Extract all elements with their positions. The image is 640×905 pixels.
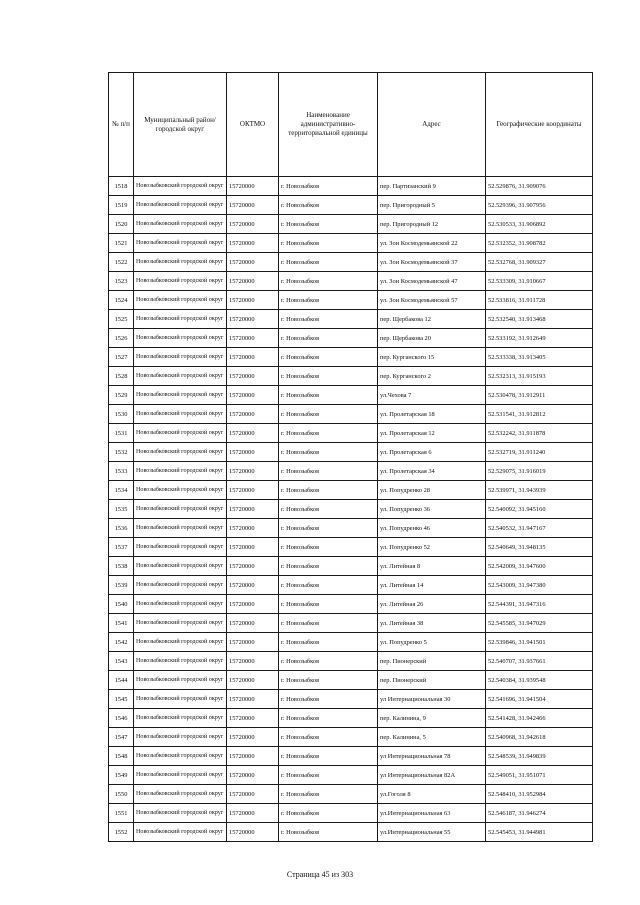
- address-cell: ул Интернациональная 78: [378, 747, 486, 766]
- table-row: [109, 690, 593, 709]
- municipality-cell: Новозыбковский городской округ: [134, 253, 227, 272]
- oktmo-cell: 15720000: [227, 481, 279, 500]
- row-number: 1529: [109, 386, 134, 405]
- admin-unit-cell: г. Новозыбков: [279, 405, 378, 424]
- header-oktmo: ОКТМО: [227, 73, 279, 177]
- row-number: 1526: [109, 329, 134, 348]
- table-row: [109, 291, 593, 310]
- row-number: 1524: [109, 291, 134, 310]
- row-number: 1528: [109, 367, 134, 386]
- admin-unit-cell: г. Новозыбков: [279, 576, 378, 595]
- coordinates-cell: 52.540532, 31.947167: [486, 519, 593, 538]
- row-number: 1540: [109, 595, 134, 614]
- oktmo-cell: 15720000: [227, 690, 279, 709]
- municipality-cell: Новозыбковский городской округ: [134, 367, 227, 386]
- oktmo-cell: 15720000: [227, 462, 279, 481]
- oktmo-cell: 15720000: [227, 576, 279, 595]
- admin-unit-cell: г. Новозыбков: [279, 785, 378, 804]
- admin-unit-cell: г. Новозыбков: [279, 690, 378, 709]
- row-number: 1527: [109, 348, 134, 367]
- table-row: [109, 234, 593, 253]
- header-admin-unit: Наименование административно-территориальной единицы: [279, 73, 378, 177]
- address-cell: ул. Попудренко 36: [378, 500, 486, 519]
- coordinates-cell: 52.545585, 31.947029: [486, 614, 593, 633]
- row-number: 1542: [109, 633, 134, 652]
- table-row: [109, 310, 593, 329]
- oktmo-cell: 15720000: [227, 177, 279, 196]
- table-row: [109, 424, 593, 443]
- municipality-cell: Новозыбковский городской округ: [134, 481, 227, 500]
- municipality-cell: Новозыбковский городской округ: [134, 614, 227, 633]
- address-cell: ул. Пролетарская 18: [378, 405, 486, 424]
- oktmo-cell: 15720000: [227, 500, 279, 519]
- oktmo-cell: 15720000: [227, 329, 279, 348]
- admin-unit-cell: г. Новозыбков: [279, 215, 378, 234]
- address-cell: ул.Чехова 7: [378, 386, 486, 405]
- row-number: 1545: [109, 690, 134, 709]
- table-row: [109, 386, 593, 405]
- header-coordinates: Географические координаты: [486, 73, 593, 177]
- oktmo-cell: 15720000: [227, 519, 279, 538]
- oktmo-cell: 15720000: [227, 405, 279, 424]
- table-row: [109, 766, 593, 785]
- oktmo-cell: 15720000: [227, 291, 279, 310]
- municipality-cell: Новозыбковский городской округ: [134, 424, 227, 443]
- coordinates-cell: 52.533816, 31.911728: [486, 291, 593, 310]
- address-cell: ул. Попудренко 5: [378, 633, 486, 652]
- oktmo-cell: 15720000: [227, 747, 279, 766]
- table-row: [109, 633, 593, 652]
- oktmo-cell: 15720000: [227, 823, 279, 842]
- coordinates-cell: 52.541696, 31.941504: [486, 690, 593, 709]
- table-row: [109, 253, 593, 272]
- municipality-cell: Новозыбковский городской округ: [134, 823, 227, 842]
- oktmo-cell: 15720000: [227, 652, 279, 671]
- municipality-cell: Новозыбковский городской округ: [134, 728, 227, 747]
- coordinates-cell: 52.532352, 31.908782: [486, 234, 593, 253]
- municipality-cell: Новозыбковский городской округ: [134, 272, 227, 291]
- row-number: 1541: [109, 614, 134, 633]
- oktmo-cell: 15720000: [227, 766, 279, 785]
- admin-unit-cell: г. Новозыбков: [279, 709, 378, 728]
- row-number: 1537: [109, 538, 134, 557]
- oktmo-cell: 15720000: [227, 595, 279, 614]
- table-row: [109, 462, 593, 481]
- admin-unit-cell: г. Новозыбков: [279, 633, 378, 652]
- address-cell: ул. Литейная 8: [378, 557, 486, 576]
- coordinates-cell: 52.540649, 31.948135: [486, 538, 593, 557]
- admin-unit-cell: г. Новозыбков: [279, 747, 378, 766]
- municipality-cell: Новозыбковский городской округ: [134, 348, 227, 367]
- municipality-cell: Новозыбковский городской округ: [134, 443, 227, 462]
- row-number: 1549: [109, 766, 134, 785]
- row-number: 1519: [109, 196, 134, 215]
- address-cell: ул.Интернациональная 55: [378, 823, 486, 842]
- table-row: [109, 519, 593, 538]
- address-cell: ул Интернациональная 82А: [378, 766, 486, 785]
- table-row: [109, 785, 593, 804]
- address-cell: пер. Партизанский 9: [378, 177, 486, 196]
- municipality-cell: Новозыбковский городской округ: [134, 405, 227, 424]
- table-row: [109, 367, 593, 386]
- coordinates-cell: 52.532768, 31.909327: [486, 253, 593, 272]
- address-cell: ул. Литейная 38: [378, 614, 486, 633]
- oktmo-cell: 15720000: [227, 367, 279, 386]
- row-number: 1543: [109, 652, 134, 671]
- oktmo-cell: 15720000: [227, 272, 279, 291]
- municipality-cell: Новозыбковский городской округ: [134, 500, 227, 519]
- coordinates-cell: 52.548410, 31.952984: [486, 785, 593, 804]
- table-header-row: [109, 73, 593, 177]
- oktmo-cell: 15720000: [227, 538, 279, 557]
- row-number: 1522: [109, 253, 134, 272]
- row-number: 1546: [109, 709, 134, 728]
- admin-unit-cell: г. Новозыбков: [279, 234, 378, 253]
- municipality-cell: Новозыбковский городской округ: [134, 557, 227, 576]
- address-cell: ул.Интернациональная 63: [378, 804, 486, 823]
- header-address: Адрес: [378, 73, 486, 177]
- admin-unit-cell: г. Новозыбков: [279, 329, 378, 348]
- table-row: [109, 177, 593, 196]
- coordinates-cell: 52.540968, 31.942618: [486, 728, 593, 747]
- address-cell: ул. Пролетарская 6: [378, 443, 486, 462]
- page-number: Страница 45 из 303: [286, 870, 354, 879]
- municipality-cell: Новозыбковский городской округ: [134, 177, 227, 196]
- admin-unit-cell: г. Новозыбков: [279, 728, 378, 747]
- oktmo-cell: 15720000: [227, 215, 279, 234]
- address-cell: ул.Гоголя 8: [378, 785, 486, 804]
- row-number: 1550: [109, 785, 134, 804]
- header-number: № п/п: [109, 73, 134, 177]
- coordinates-cell: 52.544391, 31.947316: [486, 595, 593, 614]
- admin-unit-cell: г. Новозыбков: [279, 443, 378, 462]
- admin-unit-cell: г. Новозыбков: [279, 538, 378, 557]
- row-number: 1518: [109, 177, 134, 196]
- coordinates-cell: 52.532313, 31.915193: [486, 367, 593, 386]
- table-row: [109, 538, 593, 557]
- table-row: [109, 671, 593, 690]
- oktmo-cell: 15720000: [227, 443, 279, 462]
- admin-unit-cell: г. Новозыбков: [279, 804, 378, 823]
- coordinates-cell: 52.541428, 31.942466: [486, 709, 593, 728]
- address-cell: пер. Курганского 15: [378, 348, 486, 367]
- municipality-cell: Новозыбковский городской округ: [134, 785, 227, 804]
- oktmo-cell: 15720000: [227, 386, 279, 405]
- address-cell: ул. Зои Космодемьянской 57: [378, 291, 486, 310]
- municipality-cell: Новозыбковский городской округ: [134, 234, 227, 253]
- address-cell: ул. Попудренко 46: [378, 519, 486, 538]
- oktmo-cell: 15720000: [227, 671, 279, 690]
- table-row: [109, 614, 593, 633]
- admin-unit-cell: г. Новозыбков: [279, 671, 378, 690]
- address-cell: ул. Пролетарская 12: [378, 424, 486, 443]
- municipality-cell: Новозыбковский городской округ: [134, 671, 227, 690]
- oktmo-cell: 15720000: [227, 348, 279, 367]
- coordinates-cell: 52.540384, 31.939548: [486, 671, 593, 690]
- municipality-cell: Новозыбковский городской округ: [134, 519, 227, 538]
- coordinates-cell: 52.533192, 31.912649: [486, 329, 593, 348]
- admin-unit-cell: г. Новозыбков: [279, 310, 378, 329]
- coordinates-cell: 52.529876, 31.909076: [486, 177, 593, 196]
- address-cell: пер. Калинина, 5: [378, 728, 486, 747]
- address-cell: ул. Зои Космодемьянской 37: [378, 253, 486, 272]
- row-number: 1539: [109, 576, 134, 595]
- address-cell: пер. Щербакова 20: [378, 329, 486, 348]
- coordinates-cell: 52.542009, 31.947600: [486, 557, 593, 576]
- data-table: [108, 72, 593, 842]
- admin-unit-cell: г. Новозыбков: [279, 595, 378, 614]
- address-cell: пер. Пригородный 5: [378, 196, 486, 215]
- coordinates-cell: 52.533338, 31.913405: [486, 348, 593, 367]
- address-cell: ул. Зои Космодемьянской 47: [378, 272, 486, 291]
- admin-unit-cell: г. Новозыбков: [279, 291, 378, 310]
- municipality-cell: Новозыбковский городской округ: [134, 576, 227, 595]
- row-number: 1535: [109, 500, 134, 519]
- oktmo-cell: 15720000: [227, 310, 279, 329]
- admin-unit-cell: г. Новозыбков: [279, 557, 378, 576]
- header-municipality: Муниципальный район/городской округ: [134, 73, 227, 177]
- coordinates-cell: 52.548539, 31.949839: [486, 747, 593, 766]
- oktmo-cell: 15720000: [227, 253, 279, 272]
- table-row: [109, 652, 593, 671]
- admin-unit-cell: г. Новозыбков: [279, 348, 378, 367]
- municipality-cell: Новозыбковский городской округ: [134, 462, 227, 481]
- table-row: [109, 405, 593, 424]
- admin-unit-cell: г. Новозыбков: [279, 196, 378, 215]
- table-row: [109, 595, 593, 614]
- row-number: 1530: [109, 405, 134, 424]
- oktmo-cell: 15720000: [227, 633, 279, 652]
- table-row: [109, 804, 593, 823]
- admin-unit-cell: г. Новозыбков: [279, 481, 378, 500]
- address-cell: ул Интернациональная 30: [378, 690, 486, 709]
- row-number: 1547: [109, 728, 134, 747]
- address-cell: ул. Попудренко 52: [378, 538, 486, 557]
- admin-unit-cell: г. Новозыбков: [279, 177, 378, 196]
- admin-unit-cell: г. Новозыбков: [279, 424, 378, 443]
- address-cell: ул. Литейная 26: [378, 595, 486, 614]
- coordinates-cell: 52.532719, 31.911240: [486, 443, 593, 462]
- oktmo-cell: 15720000: [227, 196, 279, 215]
- municipality-cell: Новозыбковский городской округ: [134, 766, 227, 785]
- admin-unit-cell: г. Новозыбков: [279, 367, 378, 386]
- admin-unit-cell: г. Новозыбков: [279, 823, 378, 842]
- coordinates-cell: 52.539846, 31.941501: [486, 633, 593, 652]
- address-cell: пер. Пионерский: [378, 652, 486, 671]
- coordinates-cell: 52.530478, 31.912911: [486, 386, 593, 405]
- table-row: [109, 196, 593, 215]
- table-row: [109, 272, 593, 291]
- municipality-cell: Новозыбковский городской округ: [134, 709, 227, 728]
- municipality-cell: Новозыбковский городской округ: [134, 747, 227, 766]
- oktmo-cell: 15720000: [227, 728, 279, 747]
- admin-unit-cell: г. Новозыбков: [279, 272, 378, 291]
- coordinates-cell: 52.539971, 31.943939: [486, 481, 593, 500]
- municipality-cell: Новозыбковский городской округ: [134, 633, 227, 652]
- coordinates-cell: 52.543009, 31.947380: [486, 576, 593, 595]
- row-number: 1531: [109, 424, 134, 443]
- municipality-cell: Новозыбковский городской округ: [134, 595, 227, 614]
- coordinates-cell: 52.532540, 31.913468: [486, 310, 593, 329]
- address-cell: пер. Калинина, 9: [378, 709, 486, 728]
- row-number: 1536: [109, 519, 134, 538]
- municipality-cell: Новозыбковский городской округ: [134, 804, 227, 823]
- municipality-cell: Новозыбковский городской округ: [134, 215, 227, 234]
- municipality-cell: Новозыбковский городской округ: [134, 690, 227, 709]
- row-number: 1551: [109, 804, 134, 823]
- address-cell: ул. Пролетарская 34: [378, 462, 486, 481]
- coordinates-cell: 52.529075, 31.916019: [486, 462, 593, 481]
- table-row: [109, 823, 593, 842]
- table-row: [109, 329, 593, 348]
- table-row: [109, 215, 593, 234]
- municipality-cell: Новозыбковский городской округ: [134, 291, 227, 310]
- row-number: 1534: [109, 481, 134, 500]
- coordinates-cell: 52.530533, 31.906892: [486, 215, 593, 234]
- row-number: 1552: [109, 823, 134, 842]
- table-row: [109, 709, 593, 728]
- coordinates-cell: 52.540707, 31.937661: [486, 652, 593, 671]
- address-cell: ул. Литейная 14: [378, 576, 486, 595]
- admin-unit-cell: г. Новозыбков: [279, 253, 378, 272]
- coordinates-cell: 52.545453, 31.944981: [486, 823, 593, 842]
- admin-unit-cell: г. Новозыбков: [279, 462, 378, 481]
- municipality-cell: Новозыбковский городской округ: [134, 386, 227, 405]
- oktmo-cell: 15720000: [227, 557, 279, 576]
- address-cell: ул. Попудренко 28: [378, 481, 486, 500]
- admin-unit-cell: г. Новозыбков: [279, 766, 378, 785]
- table-body: [109, 177, 593, 842]
- oktmo-cell: 15720000: [227, 424, 279, 443]
- oktmo-cell: 15720000: [227, 709, 279, 728]
- row-number: 1548: [109, 747, 134, 766]
- table-row: [109, 557, 593, 576]
- row-number: 1544: [109, 671, 134, 690]
- row-number: 1538: [109, 557, 134, 576]
- coordinates-cell: 52.540092, 31.945160: [486, 500, 593, 519]
- table-row: [109, 747, 593, 766]
- row-number: 1523: [109, 272, 134, 291]
- coordinates-cell: 52.533309, 31.910667: [486, 272, 593, 291]
- oktmo-cell: 15720000: [227, 234, 279, 253]
- coordinates-cell: 52.546187, 31.946274: [486, 804, 593, 823]
- row-number: 1525: [109, 310, 134, 329]
- table-row: [109, 576, 593, 595]
- admin-unit-cell: г. Новозыбков: [279, 652, 378, 671]
- row-number: 1521: [109, 234, 134, 253]
- row-number: 1532: [109, 443, 134, 462]
- table-row: [109, 481, 593, 500]
- municipality-cell: Новозыбковский городской округ: [134, 652, 227, 671]
- row-number: 1520: [109, 215, 134, 234]
- municipality-cell: Новозыбковский городской округ: [134, 196, 227, 215]
- coordinates-cell: 52.531541, 31.912812: [486, 405, 593, 424]
- oktmo-cell: 15720000: [227, 785, 279, 804]
- coordinates-cell: 52.549051, 31.951071: [486, 766, 593, 785]
- coordinates-cell: 52.532242, 31.911878: [486, 424, 593, 443]
- address-cell: пер. Щербакова 12: [378, 310, 486, 329]
- address-cell: ул. Зои Космодемьянской 22: [378, 234, 486, 253]
- municipality-cell: Новозыбковский городской округ: [134, 538, 227, 557]
- admin-unit-cell: г. Новозыбков: [279, 614, 378, 633]
- address-cell: пер. Курганского 2: [378, 367, 486, 386]
- table-row: [109, 728, 593, 747]
- table-row: [109, 443, 593, 462]
- oktmo-cell: 15720000: [227, 804, 279, 823]
- admin-unit-cell: г. Новозыбков: [279, 519, 378, 538]
- admin-unit-cell: г. Новозыбков: [279, 386, 378, 405]
- address-cell: пер. Пригородный 12: [378, 215, 486, 234]
- row-number: 1533: [109, 462, 134, 481]
- municipality-cell: Новозыбковский городской округ: [134, 329, 227, 348]
- address-cell: пер. Пионерский: [378, 671, 486, 690]
- oktmo-cell: 15720000: [227, 614, 279, 633]
- municipality-cell: Новозыбковский городской округ: [134, 310, 227, 329]
- table-row: [109, 500, 593, 519]
- admin-unit-cell: г. Новозыбков: [279, 500, 378, 519]
- table-row: [109, 348, 593, 367]
- coordinates-cell: 52.529396, 31.907956: [486, 196, 593, 215]
